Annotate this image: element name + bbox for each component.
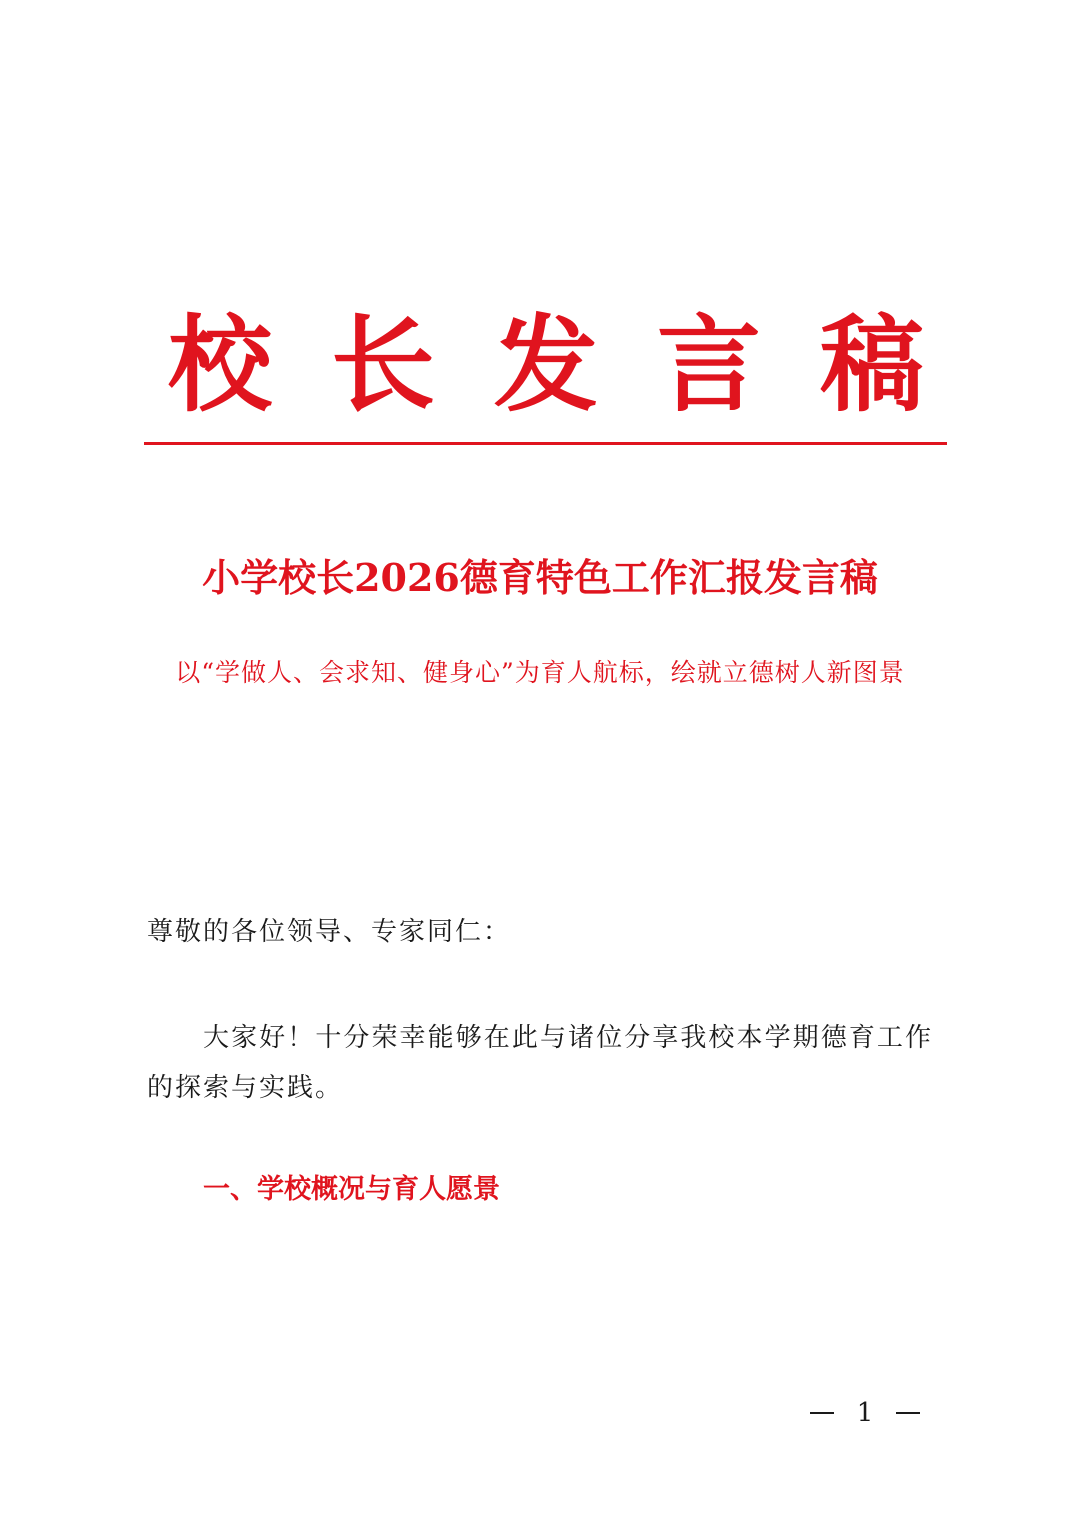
document-subtitle: 以“学做人、会求知、健身心”为育人航标，绘就立德树人新图景: [175, 658, 905, 687]
page-number-value: 1: [856, 1398, 874, 1428]
masthead-char: 稿: [819, 303, 924, 426]
masthead-char: 长: [330, 303, 435, 426]
salutation: 尊敬的各位领导、专家同仁：: [147, 917, 512, 947]
page-number-left-dash: [810, 1412, 834, 1414]
masthead-title: [145, 300, 947, 430]
section-heading: 一、学校概况与育人愿景: [203, 1174, 500, 1205]
page-number: [810, 1393, 920, 1433]
document-title: 小学校长2026德育特色工作汇报发言稿: [202, 555, 878, 600]
masthead-divider: [144, 442, 947, 445]
masthead-char: 言: [656, 303, 761, 426]
masthead-char: 校: [167, 303, 272, 426]
page-number-right-dash: [896, 1412, 920, 1414]
opening-paragraph: 大家好！十分荣幸能够在此与诸位分享我校本学期德育工作的探索与实践。: [147, 1023, 933, 1103]
masthead-char: 发: [493, 303, 598, 426]
